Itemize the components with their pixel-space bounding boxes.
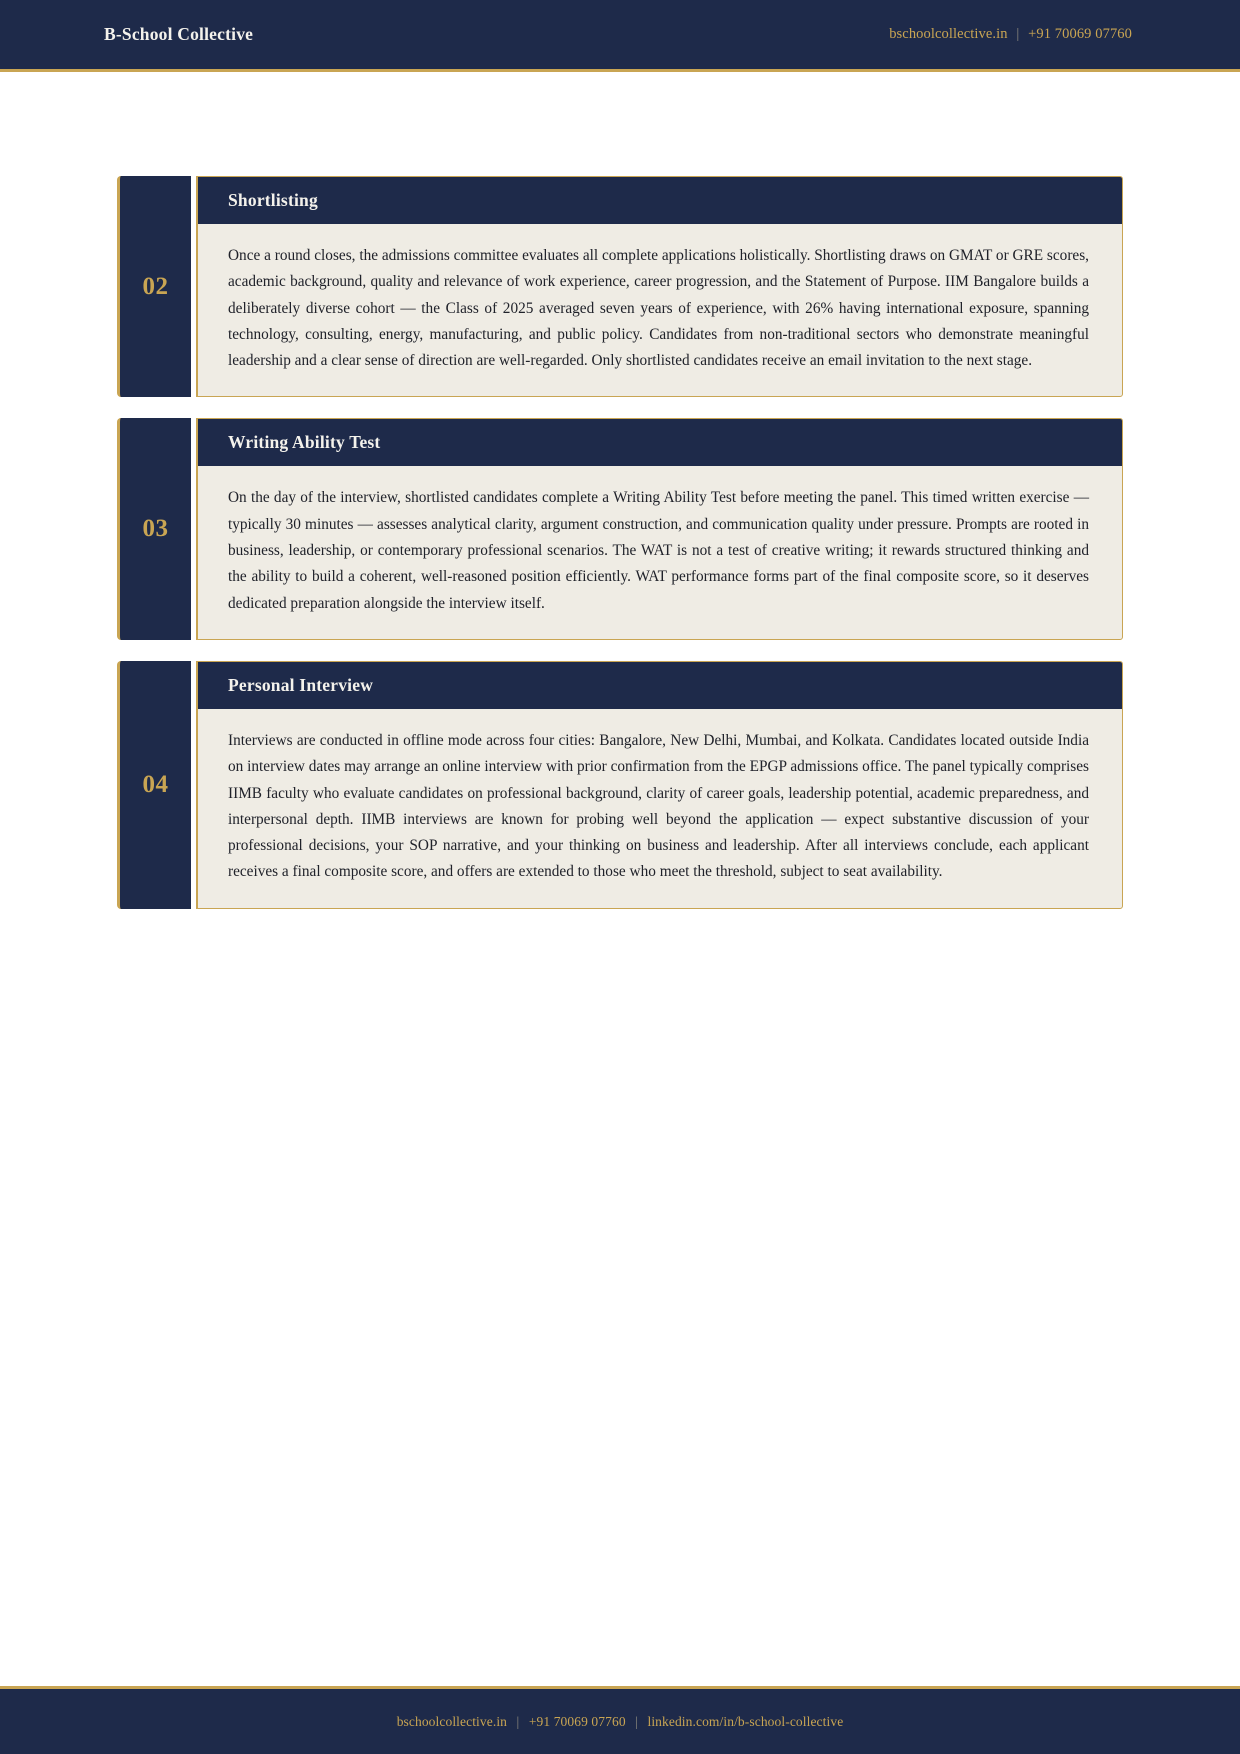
header-website[interactable]: bschoolcollective.in [889, 26, 1008, 42]
page-footer [0, 1686, 1240, 1754]
step-card [117, 661, 1123, 909]
step-body [196, 661, 1123, 909]
footer-contact [397, 1714, 844, 1730]
footer-separator-1: | [516, 1713, 520, 1729]
page-header [0, 0, 1240, 72]
step-title: Personal Interview [228, 674, 374, 695]
header-separator: | [1016, 26, 1020, 42]
main-content [0, 72, 1240, 909]
header-contact [889, 26, 1132, 43]
step-title-bar [198, 662, 1122, 709]
step-title: Writing Ability Test [228, 432, 381, 453]
step-number: 04 [142, 770, 169, 798]
step-title: Shortlisting [228, 190, 318, 210]
step-description: Once a round closes, the admissions committee evaluates all complete applications holistically. Shortlisting draws on GMAT or GRE scores, academic background, quality and relevance of work experience, career progression, and the Statement of Purpose. IIM Bangalore builds a deliberately diverse cohort — the Class of 2025 averaged seven years of experience, with 26% having international exposure, spanning technology, consulting, energy, manufacturing, and public policy. Candidates from non-traditional sectors who demonstrate meaningful leadership and a clear sense of direction are well-regarded. Only shortlisted candidates receive an email invitation to the next stage. [228, 247, 1089, 370]
step-card [117, 176, 1123, 397]
step-title-bar [198, 419, 1122, 466]
step-description: On the day of the interview, shortlisted candidates complete a Writing Ability Test before meeting the panel. This timed written exercise — typically 30 minutes — assesses analytical clarity, argument construction, and communication quality under pressure. Prompts are rooted in business, leadership, or contemporary professional scenarios. The WAT is not a test of creative writing; it rewards structured thinking and the ability to build a coherent, well-reasoned position efficiently. WAT performance forms part of the final composite score, so it deserves dedicated preparation alongside the interview itself. [228, 489, 1089, 612]
step-title-bar [198, 177, 1122, 224]
header-phone[interactable]: +91 70069 07760 [1028, 26, 1132, 42]
step-number-column [117, 661, 191, 909]
step-number-column [117, 176, 191, 397]
step-number: 02 [142, 272, 169, 300]
footer-separator-2: | [635, 1713, 638, 1729]
footer-linkedin[interactable]: linkedin.com/in/b-school-collective [647, 1713, 844, 1729]
step-description: Interviews are conducted in offline mode across four cities: Bangalore, New Delhi, Mumbai, and Kolkata. Candidates located outside India on interview dates may arrange an online interview with prior confirmation from the EPGP admissions office. The panel typically comprises IIMB faculty who evaluate candidates on professional background, clarity of career goals, leadership potential, academic preparedness, and interpersonal depth. IIMB interviews are known for probing well beyond the application — expect substantive discussion of your professional decisions, your SOP narrative, and your thinking on business and leadership. After all interviews conclude, each applicant receives a final composite score, and offers are extended to those who meet the threshold, subject to seat availability. [228, 731, 1089, 881]
step-number: 03 [142, 515, 169, 543]
step-number-column [117, 418, 191, 639]
brand-title: B-School Collective [104, 24, 254, 44]
step-card [117, 418, 1123, 639]
step-body [196, 176, 1123, 397]
step-body [196, 418, 1123, 639]
footer-website[interactable]: bschoolcollective.in [396, 1713, 508, 1729]
footer-phone[interactable]: +91 70069 07760 [528, 1713, 626, 1729]
